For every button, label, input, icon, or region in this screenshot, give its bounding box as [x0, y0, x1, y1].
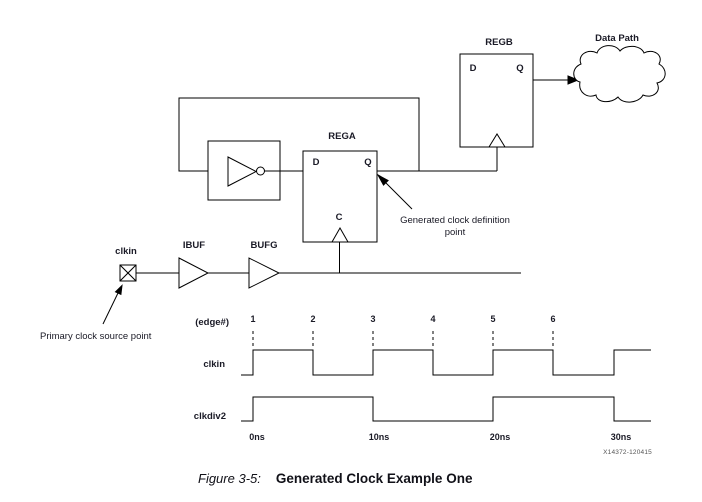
edge-marker-dashes	[253, 331, 553, 348]
regb-port-d: D	[469, 63, 477, 74]
clkin-pad-icon	[120, 265, 136, 281]
time-label-0ns: 0ns	[249, 432, 265, 442]
clkin-waveform	[241, 350, 651, 375]
document-number: X14372-120415	[603, 449, 652, 456]
bufg-buffer-icon	[249, 258, 279, 288]
rega-port-c: C	[335, 212, 343, 223]
ibuf-label: IBUF	[182, 240, 206, 251]
edge-number-3: 3	[370, 314, 376, 324]
edge-number-4: 4	[430, 314, 436, 324]
generated-clock-annotation-line2: point	[444, 226, 466, 238]
primary-clock-annotation-arrow	[103, 286, 122, 325]
edge-number-1: 1	[250, 314, 256, 324]
generated-clock-annotation-line1: Generated clock definition	[400, 215, 510, 226]
figure-number-label: Figure 3-5:	[198, 471, 261, 486]
bufg-label: BUFG	[250, 240, 278, 251]
rega-title: REGA	[328, 131, 356, 142]
rega-port-q: Q	[364, 157, 372, 168]
edge-number-5: 5	[490, 314, 496, 324]
figure-caption	[198, 471, 472, 486]
ibuf-buffer-icon	[179, 258, 208, 288]
inverter-icon	[208, 141, 303, 200]
clkin-signal-label: clkin	[203, 359, 225, 370]
clkdiv2-waveform	[241, 397, 651, 421]
edge-header-label: (edge#)	[195, 317, 229, 328]
regb-to-datapath-arrow	[533, 76, 578, 84]
edge-number-2: 2	[310, 314, 316, 324]
figure-title: Generated Clock Example One	[275, 471, 473, 486]
data-path-cloud-icon	[574, 46, 665, 103]
generated-clock-annotation-arrow	[378, 175, 412, 209]
generated-clock-annotation	[400, 215, 510, 238]
regb-title: REGB	[485, 37, 513, 48]
generated-clock-wire	[377, 147, 497, 171]
rega-port-d: D	[312, 157, 320, 168]
data-path-label: Data Path	[595, 33, 639, 44]
clkdiv2-signal-label: clkdiv2	[193, 411, 226, 422]
time-label-30ns: 30ns	[610, 432, 632, 442]
time-label-10ns: 10ns	[368, 432, 390, 442]
edge-number-6: 6	[550, 314, 556, 324]
clkin-pad-label: clkin	[115, 246, 137, 257]
time-label-20ns: 20ns	[489, 432, 511, 442]
primary-clock-annotation: Primary clock source point	[40, 331, 152, 342]
regb-port-q: Q	[516, 63, 524, 74]
